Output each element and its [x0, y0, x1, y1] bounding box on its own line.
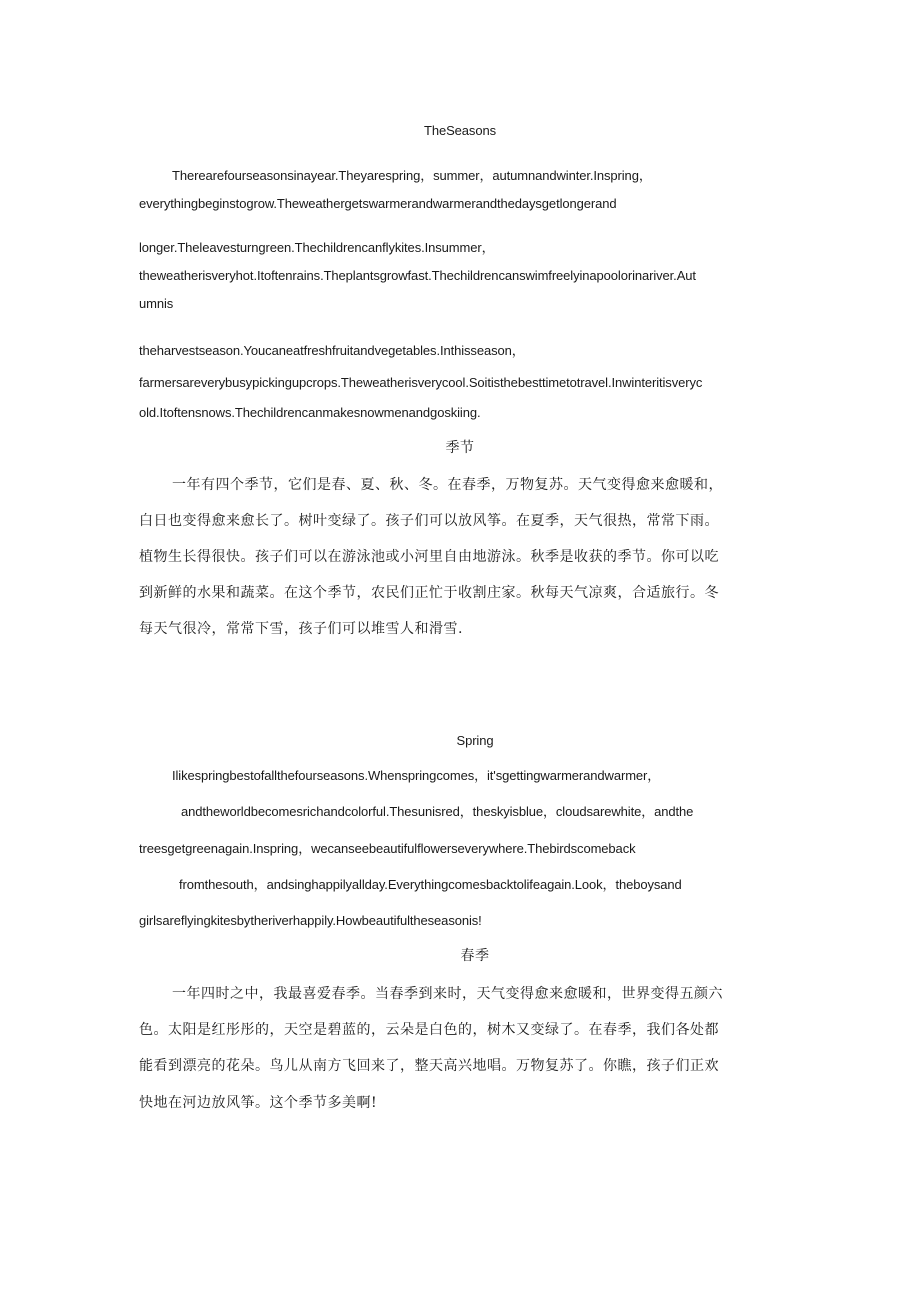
paragraph-line: girlsareflyingkitesbytheriverhappily.Howbeautifultheseasonis! — [139, 913, 482, 928]
paragraph-line: umnis — [139, 296, 174, 311]
paragraph-line: 一年四时之中，我最喜爱春季。当春季到来时，天气变得愈来愈暖和，世界变得五颜六 — [172, 986, 723, 1002]
paragraph-line: everythingbeginstogrow.Theweathergetswarmerandwarmerandthedaysgetlongerand — [139, 196, 617, 211]
section-title-spring-cn: 春季 — [460, 948, 490, 964]
section-title-seasons-cn: 季节 — [445, 440, 475, 456]
paragraph-line: treesgetgreenagain.Inspring，wecanseebeautifulflowerseverywhere.Thebirdscomeback — [139, 841, 636, 856]
paragraph-line: farmersareverybusypickingupcrops.Theweatherisverycool.Soitisthebesttimetotravel.Inwinteritisveryc — [139, 375, 703, 390]
paragraph-line: 一年有四个季节，它们是春、夏、秋、冬。在春季，万物复苏。天气变得愈来愈暖和， — [172, 477, 723, 493]
paragraph-line: old.Itoftensnows.Thechildrencanmakesnowmenandgoskiing. — [139, 405, 481, 420]
paragraph-line: andtheworldbecomesrichandcolorful.Thesunisred，theskyisblue，cloudsarewhite，andthe — [181, 804, 694, 819]
section-title-spring: Spring — [456, 733, 494, 748]
paragraph-line: 快地在河边放风筝。这个季节多美啊! — [139, 1095, 378, 1111]
paragraph-line: theweatherisveryhot.Itoftenrains.Theplantsgrowfast.Thechildrencanswimfreelyinapoolorinariver.Aut — [139, 268, 696, 283]
paragraph-line: Therearefourseasonsinayear.Theyarespring，summer，autumnandwinter.Inspring， — [172, 168, 652, 183]
paragraph-line: 每天气很冷，常常下雪，孩子们可以堆雪人和滑雪. — [139, 621, 463, 637]
paragraph-line: 植物生长得很快。孩子们可以在游泳池或小河里自由地游泳。秋季是收获的季节。你可以吃 — [139, 549, 719, 565]
paragraph-line: 色。太阳是红彤彤的，天空是碧蓝的，云朵是白色的，树木又变绿了。在春季，我们各处都 — [139, 1022, 719, 1038]
paragraph-line: 白日也变得愈来愈长了。树叶变绿了。孩子们可以放风筝。在夏季，天气很热，常常下雨。 — [139, 513, 719, 529]
paragraph-line: 到新鲜的水果和蔬菜。在这个季节，农民们正忙于收割庄家。秋每天气凉爽，合适旅行。冬 — [139, 585, 719, 601]
paragraph-line: 能看到漂亮的花朵。鸟儿从南方飞回来了，整天高兴地唱。万物复苏了。你瞧，孩子们正欢 — [139, 1058, 719, 1074]
paragraph-line: Ilikespringbestofallthefourseasons.Whenspringcomes，it'sgettingwarmerandwarmer， — [172, 768, 661, 783]
section-title-the-seasons: TheSeasons — [424, 123, 496, 138]
paragraph-line: theharvestseason.Youcaneatfreshfruitandvegetables.Inthisseason， — [139, 343, 525, 358]
paragraph-line: longer.Theleavesturngreen.Thechildrencanflykites.Insummer， — [139, 240, 495, 255]
paragraph-line: fromthesouth，andsinghappilyallday.Everythingcomesbacktolifeagain.Look，theboysand — [179, 877, 682, 892]
